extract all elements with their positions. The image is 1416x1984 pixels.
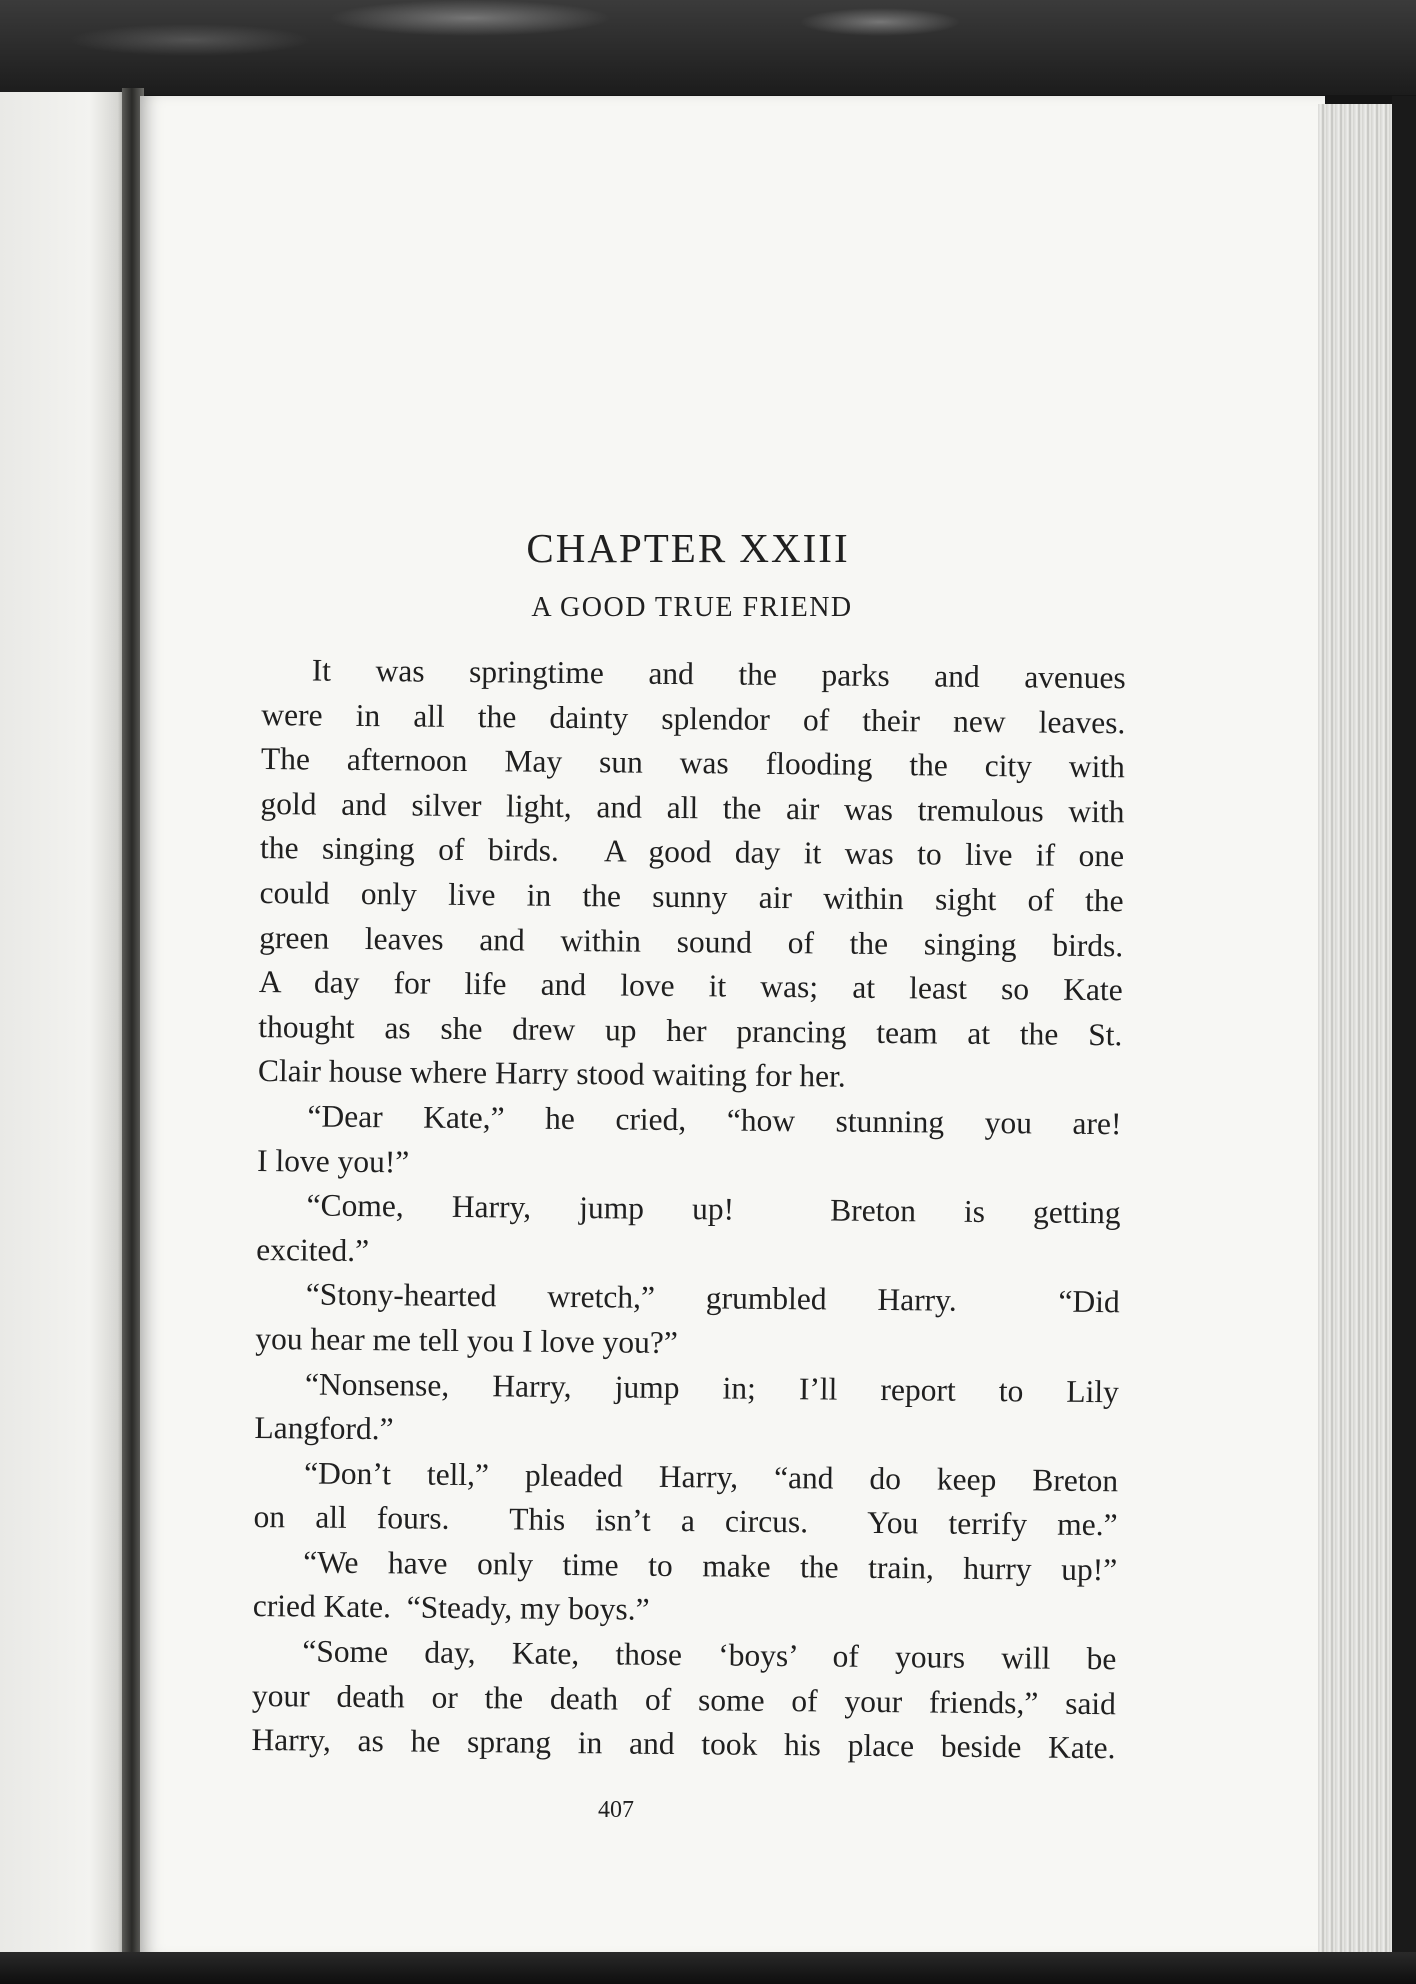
text-line: you hear me tell you I love you?” [255,1320,679,1360]
scan-background-top [0,0,1416,95]
text-line: the singing of birds. A good day it was to live if one [259,830,1125,874]
text-line: thought as she drew up her prancing team at the St. [258,1008,1123,1053]
page-stack-edges [1318,104,1398,1958]
text-line: “Some day, Kate, those ‘boys’ of yours will be [302,1633,1117,1677]
text-line: gold and silver light, and all the air was tremulous with [260,785,1125,830]
text-line: “Nonsense, Harry, jump in; I’ll report to Lily [304,1365,1120,1409]
text-line: It was springtime and the parks and avenues [311,652,1126,696]
text-line: A day for life and love it was; at least so Kate [258,964,1123,1008]
text-line: “Don’t tell,” pleaded Harry, “and do keep Breton [303,1455,1119,1498]
text-line: The afternoon May sun was flooding the city with [260,741,1126,785]
right-shadow [1392,96,1416,1984]
chapter-subtitle: A GOOD TRUE FRIEND [531,592,853,623]
text-line: “Come, Harry, jump up! Breton is getting [306,1187,1121,1231]
chapter-title: CHAPTER XXIII [526,525,850,571]
text-line: Harry, as he sprang in and took his place beside Kate. [251,1722,1116,1766]
text-line: could only live in the sunny air within sight of the [259,874,1124,919]
text-line: on all fours. This isn’t a circus. You terrify me.” [253,1499,1118,1543]
text-line: cried Kate. “Steady, my boys.” [252,1588,650,1628]
text-line: “We have only time to make the train, hurry up!” [303,1544,1118,1588]
bottom-shadow [0,1952,1416,1984]
text-line: Langford.” [254,1410,394,1447]
text-line: green leaves and within sound of the singing birds. [259,919,1124,963]
text-line: Clair house where Harry stood waiting for her. [257,1053,846,1094]
text-line: excited.” [256,1231,370,1268]
left-page-edge [0,92,128,1954]
page-number: 407 [598,1797,634,1823]
text-line: were in all the dainty splendor of their new leaves. [261,696,1126,740]
text-line: “Stony-hearted wretch,” grumbled Harry. “Did [305,1276,1120,1320]
text-line: I love you!” [256,1142,410,1179]
body-text [251,648,1126,1771]
text-line: “Dear Kate,” he cried, “how stunning you are! [307,1098,1122,1142]
text-line: your death or the death of some of your friends,” said [251,1677,1117,1721]
